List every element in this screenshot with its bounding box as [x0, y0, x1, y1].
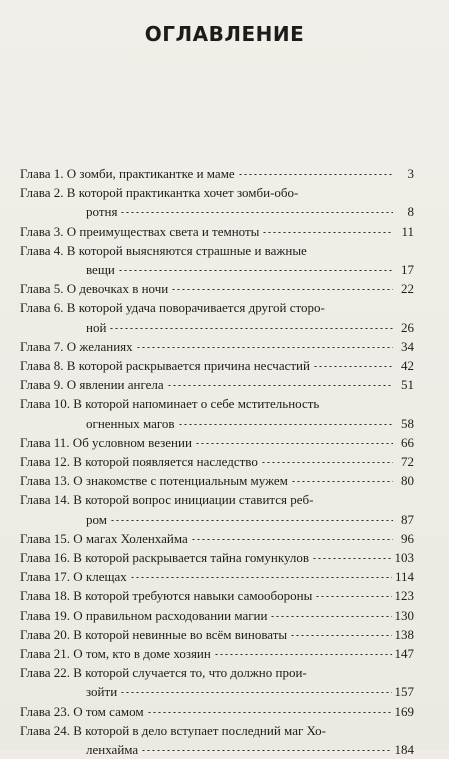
dot-leader [120, 212, 393, 213]
toc-entry-title: Глава 16. В которой раскрывается тайна гомункулов [20, 550, 310, 566]
toc-entry-continuation: вещи [86, 262, 115, 278]
dot-leader [315, 596, 391, 597]
dot-leader [136, 347, 393, 348]
toc-entry-row [20, 529, 414, 548]
toc-entry-row [20, 375, 414, 394]
toc-entry-title: Глава 15. О магах Холенхайма [20, 530, 188, 546]
toc-entry-title: Глава 1. О зомби, практикантке и маме [20, 166, 235, 181]
toc-entry-continuation: зойти [86, 684, 118, 700]
toc-entry [20, 375, 414, 394]
toc-entry-title: Глава 19. О правильном расходовании магии [20, 607, 268, 623]
toc-entry-row [20, 586, 414, 605]
toc-page-number: 130 [394, 607, 414, 623]
toc-entry [20, 356, 414, 375]
dot-leader [191, 539, 393, 540]
dot-leader [130, 577, 392, 578]
toc-entry-row [20, 702, 414, 721]
toc-entry-row [20, 452, 414, 471]
toc-entry-row [20, 337, 414, 356]
toc-entry-title: Глава 21. О том, кто в доме хозяин [20, 646, 211, 662]
toc-entry-title: Глава 11. Об условном везении [20, 434, 192, 450]
toc-entry [20, 702, 414, 721]
toc-page-number: 138 [394, 626, 414, 642]
toc-entry-continuation: огненных магов [86, 415, 175, 431]
dot-leader [178, 424, 393, 425]
toc-page-number: 80 [401, 473, 414, 489]
toc-entry-continuation: ленхайма [86, 742, 139, 758]
toc-page-number: 58 [401, 415, 414, 431]
toc-entry-title: Глава 13. О знакомстве с потенциальным мужем [20, 473, 288, 489]
toc-entry [20, 394, 414, 432]
toc-entry-continuation: ром [86, 511, 107, 527]
toc-page-number: 17 [401, 262, 414, 278]
toc-entry-title: Глава 20. В которой невинные во всём виноваты [20, 626, 288, 642]
toc-entry [20, 452, 414, 471]
dot-leader [214, 654, 392, 655]
toc-entry [20, 606, 414, 625]
toc-entry [20, 586, 414, 605]
toc-entry [20, 471, 414, 490]
toc-page-number: 96 [401, 530, 414, 546]
toc-page-number: 3 [407, 166, 414, 181]
toc-page-number: 103 [394, 550, 414, 566]
dot-leader [262, 232, 393, 233]
toc-entry-title: Глава 17. О клещах [20, 569, 127, 585]
dot-leader [120, 692, 391, 693]
toc-entry [20, 663, 414, 701]
toc-page-number: 87 [401, 511, 414, 527]
toc-entry-row [20, 644, 414, 663]
dot-leader [195, 443, 393, 444]
toc-entry [20, 222, 414, 241]
toc-entry-row [20, 260, 414, 279]
toc-page-number: 22 [401, 281, 414, 297]
toc-entry [20, 644, 414, 663]
toc-entry [20, 337, 414, 356]
toc-page-number: 51 [401, 377, 414, 393]
toc-entry-row [20, 202, 414, 221]
toc-entry [20, 279, 414, 298]
toc-entry-line: Глава 4. В которой выясняются страшные и важные [20, 242, 307, 258]
dot-leader [141, 750, 391, 751]
toc-entry [20, 721, 414, 759]
toc-entry [20, 164, 414, 183]
toc-entry-continuation: ротня [86, 204, 118, 220]
toc-page-number: 157 [394, 684, 414, 700]
dot-leader [171, 289, 393, 290]
toc-entry [20, 548, 414, 567]
toc-entry-row [20, 414, 414, 433]
toc-entry-title: Глава 8. В которой раскрывается причина несчастий [20, 358, 310, 374]
toc-entry-line: Глава 6. В которой удача поворачивается другой сторо- [20, 300, 325, 316]
toc-entry-row [20, 356, 414, 375]
dot-leader [261, 462, 393, 463]
toc-page-number: 42 [401, 358, 414, 374]
toc-page-number: 184 [394, 742, 414, 758]
page-title: ОГЛАВЛЕНИЕ [144, 22, 305, 46]
toc-entry-title: Глава 18. В которой требуются навыки самообороны [20, 588, 313, 604]
toc-page-number: 169 [394, 703, 414, 719]
dot-leader [290, 635, 391, 636]
toc-entry [20, 490, 414, 528]
toc-entry-line: Глава 22. В которой случается то, что должно прои- [20, 665, 307, 681]
toc-entry-title: Глава 9. О явлении ангела [20, 377, 164, 393]
dot-leader [109, 328, 393, 329]
toc-page-number: 72 [401, 454, 414, 470]
toc-entry [20, 567, 414, 586]
toc-entry-title: Глава 5. О девочках в ночи [20, 281, 169, 297]
dot-leader [238, 174, 393, 175]
toc-entry-row [20, 279, 414, 298]
table-of-contents [20, 164, 414, 759]
toc-entry [20, 241, 414, 279]
toc-entry-row [20, 510, 414, 529]
toc-page-number: 66 [401, 434, 414, 450]
toc-entry-title: Глава 3. О преимуществах света и темноты [20, 223, 260, 239]
dot-leader [270, 616, 391, 617]
toc-entry-line: Глава 10. В которой напоминает о себе мстительность [20, 396, 320, 412]
toc-entry [20, 529, 414, 548]
toc-entry-title: Глава 23. О том самом [20, 703, 144, 719]
toc-entry-row [20, 625, 414, 644]
toc-entry-title: Глава 12. В которой появляется наследство [20, 454, 258, 470]
toc-entry-row [20, 433, 414, 452]
toc-entry [20, 298, 414, 336]
dot-leader [313, 366, 393, 367]
toc-entry-row [20, 471, 414, 490]
toc-entry [20, 433, 414, 452]
toc-entry-line: Глава 2. В которой практикантка хочет зомби-обо- [20, 185, 299, 201]
dot-leader [312, 558, 391, 559]
toc-page-number: 8 [407, 204, 414, 220]
dot-leader [147, 712, 392, 713]
dot-leader [291, 481, 393, 482]
toc-entry [20, 183, 414, 221]
toc-entry-row [20, 318, 414, 337]
toc-entry-title: Глава 7. О желаниях [20, 338, 133, 354]
toc-page-number: 11 [401, 223, 414, 239]
toc-entry-continuation: ной [86, 319, 107, 335]
toc-entry-line: Глава 24. В которой в дело вступает последний маг Хо- [20, 722, 326, 738]
toc-entry-row [20, 567, 414, 586]
toc-page-number: 123 [394, 588, 414, 604]
toc-entry-line: Глава 14. В которой вопрос инициации ставится реб- [20, 492, 314, 508]
toc-entry-row [20, 164, 414, 183]
dot-leader [110, 520, 393, 521]
toc-page-number: 114 [394, 569, 414, 585]
dot-leader [118, 270, 393, 271]
dot-leader [167, 385, 393, 386]
toc-page-number: 147 [394, 646, 414, 662]
toc-page-number: 34 [401, 338, 414, 354]
toc-entry-row [20, 548, 414, 567]
toc-entry [20, 625, 414, 644]
toc-entry-row [20, 222, 414, 241]
toc-entry-row [20, 682, 414, 701]
toc-page-number: 26 [401, 319, 414, 335]
toc-entry-row [20, 606, 414, 625]
